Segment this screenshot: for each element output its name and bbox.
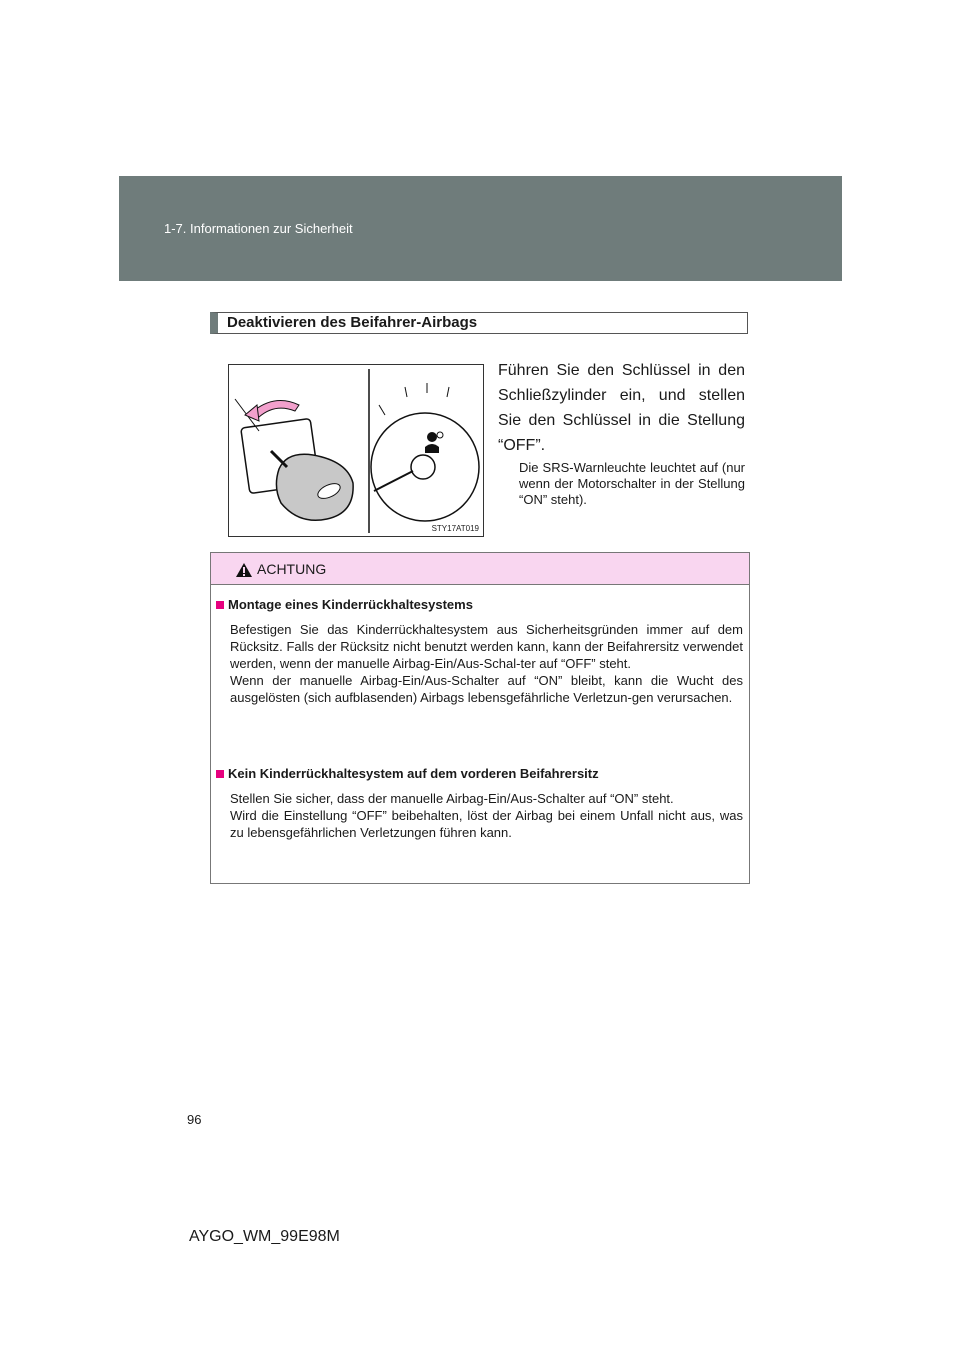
page-number: 96 [187,1112,202,1127]
step-note: Die SRS-Warnleuchte leuchtet auf (nur wenn der Motorschalter in der Stellung “ON” steht). [519,460,745,507]
section-title: 1-7. Informationen zur Sicherheit [164,221,353,236]
warning-triangle-icon [235,562,253,578]
bullet-square-icon [216,770,224,778]
section-heading: Deaktivieren des Beifahrer-Airbags [210,312,748,334]
step-text: Führen Sie den Schlüssel in den Schließzylinder ein, und stellen Sie den Schlüssel in die Stellung “OFF”. [498,362,745,454]
warning-item-body: Stellen Sie sicher, dass der manuelle Airbag-Ein/Aus-Schalter auf “ON” steht. Wird die Einstellung “OFF” beibehalten, löst der Airbag bei einem Unfall nicht aus, was zu lebensgefährlichen Verletzungen führen kann. [230,791,743,840]
warning-box [210,552,750,884]
bullet-square-icon [216,601,224,609]
warning-item [216,766,743,841]
warning-item-body: Befestigen Sie das Kinderrückhaltesystem aus Sicherheitsgründen immer auf dem Rücksitz. Falls der Rücksitz nicht benutzt werden kann, kann der Beifahrersitz verwendet werden, wenn der manuelle Airbag-Ein/Aus-Schal-ter auf “OFF” steht. Wenn der manuelle Airbag-Ein/Aus-Schalter auf “ON” bleibt, kann die Wucht des ausgelösten (sich aufblasenden) Airbags lebensgefährliche Verletzun-gen verursachen. [230,622,743,705]
header-band [119,176,842,281]
warning-item-title: Kein Kinderrückhaltesystem auf dem vorderen Beifahrersitz [216,766,743,781]
figure-airbag-switch [228,364,484,537]
airbag-switch-illustration [229,365,483,536]
document-code: AYGO_WM_99E98M [189,1228,340,1245]
warning-header [211,553,749,585]
warning-label: ACHTUNG [257,561,327,577]
warning-item-title: Montage eines Kinderrückhaltesystems [216,597,743,612]
warning-item [216,597,743,706]
figure-code: STY17AT019 [431,524,479,533]
